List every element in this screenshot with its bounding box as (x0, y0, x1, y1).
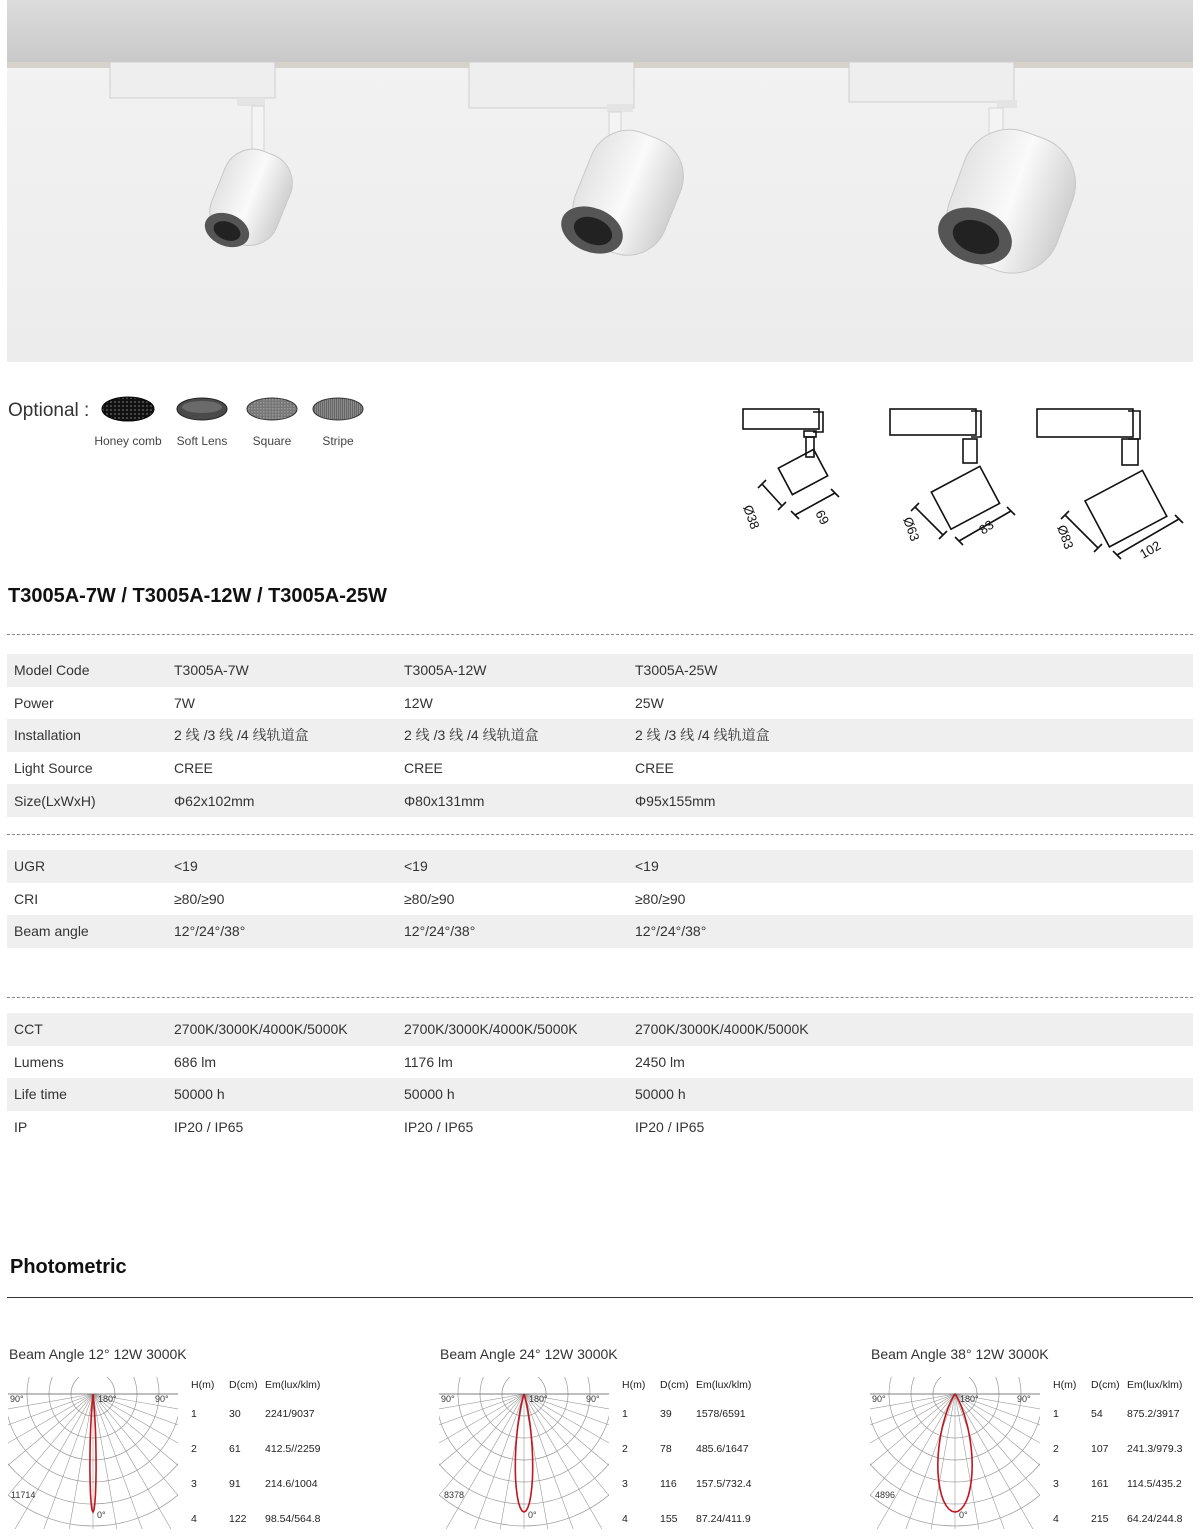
col-header-h: H(m) (1053, 1379, 1077, 1391)
accessory-label: Honey comb (94, 434, 162, 448)
spec-row (7, 687, 1193, 720)
section-divider (7, 997, 1193, 998)
polar-scale-label: 4896 (875, 1490, 896, 1500)
cell-em: 2241/9037 (265, 1407, 315, 1420)
spec-value: 2450 lm (635, 1053, 685, 1070)
spec-value: 50000 h (635, 1078, 1193, 1111)
table-row (191, 1396, 341, 1431)
cell-em: 485.6/1647 (696, 1442, 749, 1455)
spec-value: IP20 / IP65 (174, 1119, 244, 1136)
spec-row (7, 883, 1193, 916)
spec-label: Power (14, 694, 54, 711)
dimension-label: 69 (812, 507, 833, 528)
cell-d: 61 (229, 1442, 241, 1455)
polar-axis-label: 90° (155, 1394, 169, 1404)
spec-row (7, 850, 1193, 883)
photometric-table (191, 1374, 341, 1536)
spec-value: 12°/24°/38° (174, 915, 404, 948)
table-row (622, 1466, 772, 1501)
spec-value: 50000 h (174, 1078, 404, 1111)
accessory-label: Soft Lens (176, 434, 228, 448)
spec-label: CCT (7, 1013, 174, 1046)
photometric-table (622, 1374, 772, 1536)
cell-d: 30 (229, 1407, 241, 1420)
spec-label: CRI (14, 890, 39, 907)
spec-label: Model Code (7, 654, 174, 687)
polar-axis-label: 180° (529, 1394, 548, 1404)
track-light-large (849, 62, 1089, 287)
accessory-stripe (298, 396, 378, 448)
spec-value: CREE (174, 760, 213, 777)
spec-value: CREE (635, 760, 674, 777)
spec-label: Light Source (14, 760, 93, 777)
cell-h: 3 (622, 1477, 628, 1490)
cell-em: 98.54/564.8 (265, 1512, 321, 1525)
spec-table-general (7, 654, 1193, 817)
cell-h: 4 (1053, 1512, 1059, 1525)
spec-value: IP20 / IP65 (635, 1119, 705, 1136)
cell-em: 114.5/435.2 (1127, 1477, 1182, 1490)
spec-label: Lumens (14, 1053, 64, 1070)
photometric-block (438, 1344, 768, 1532)
cell-em: 214.6/1004 (265, 1477, 318, 1490)
polar-axis-label: 90° (1017, 1394, 1031, 1404)
cell-d: 39 (660, 1407, 672, 1420)
cell-h: 3 (191, 1477, 197, 1490)
spec-row (7, 752, 1193, 785)
spec-value: ≥80/≥90 (174, 890, 225, 907)
table-row (622, 1501, 772, 1536)
spec-row (7, 784, 1193, 817)
cell-em: 1578/6591 (696, 1407, 746, 1420)
polar-axis-label: 90° (586, 1394, 600, 1404)
spec-value: 2 线 /3 线 /4 线轨道盒 (174, 719, 404, 752)
spec-row (7, 654, 1193, 687)
spec-value: 12°/24°/38° (635, 915, 1193, 948)
dimension-label: Ø63 (900, 514, 923, 544)
cell-h: 2 (622, 1442, 628, 1455)
spec-label: Beam angle (7, 915, 174, 948)
polar-axis-label: 90° (441, 1394, 455, 1404)
table-row (191, 1431, 341, 1466)
photometric-table (1053, 1374, 1200, 1536)
dimension-drawings-svg (725, 395, 1195, 575)
accessory-label: Square (252, 434, 292, 448)
cell-em: 157.5/732.4 (696, 1477, 752, 1490)
spec-value: Φ62x102mm (174, 784, 404, 817)
dimension-drawings (725, 395, 1195, 580)
spec-row (7, 1111, 1193, 1144)
polar-axis-label: 90° (872, 1394, 886, 1404)
accessory-soft-lens (162, 396, 242, 448)
spec-value: 12W (404, 694, 433, 711)
dimension-label: Ø38 (740, 502, 763, 532)
optional-label: Optional : (8, 400, 90, 421)
polar-scale-label: 8378 (444, 1490, 465, 1500)
spec-label: IP (14, 1119, 28, 1136)
spec-value: CREE (404, 760, 443, 777)
spec-value: ≥80/≥90 (404, 890, 455, 907)
track-rail (7, 0, 1193, 62)
polar-grid (438, 1376, 610, 1530)
photometric-block-title: Beam Angle 12° 12W 3000K (9, 1346, 187, 1362)
photometric-title: Photometric (10, 1256, 127, 1278)
spec-value: 2700K/3000K/4000K/5000K (404, 1013, 635, 1046)
polar-axis-label: 0° (97, 1510, 106, 1520)
spec-value: T3005A-25W (635, 654, 1193, 687)
col-header-h: H(m) (191, 1379, 215, 1391)
col-header-d: D(cm) (229, 1379, 258, 1391)
spec-value: Φ80x131mm (404, 784, 635, 817)
dimension-label: 102 (1137, 537, 1164, 562)
table-row (1053, 1396, 1200, 1431)
section-divider (7, 834, 1193, 835)
accessory-honeycomb (88, 396, 168, 448)
spec-value: 25W (635, 694, 664, 711)
spec-value: 2700K/3000K/4000K/5000K (174, 1013, 404, 1046)
dimension-label: Ø83 (1054, 522, 1077, 552)
col-header-em: Em(lux/klm) (696, 1379, 752, 1391)
col-header-d: D(cm) (660, 1379, 689, 1391)
spec-value: 2700K/3000K/4000K/5000K (635, 1013, 1193, 1046)
spec-value: IP20 / IP65 (404, 1119, 474, 1136)
photometric-block (7, 1344, 337, 1532)
photometric-block-title: Beam Angle 24° 12W 3000K (440, 1346, 618, 1362)
cell-d: 116 (660, 1477, 677, 1490)
soft-lens-icon (175, 396, 229, 422)
spec-value: T3005A-12W (404, 654, 635, 687)
polar-diagram (869, 1376, 1041, 1530)
table-row (622, 1431, 772, 1466)
photometric-block-title: Beam Angle 38° 12W 3000K (871, 1346, 1049, 1362)
spec-value: <19 (174, 850, 404, 883)
polar-scale-label: 11714 (11, 1490, 36, 1500)
cell-em: 412.5//2259 (265, 1442, 321, 1455)
spec-row (7, 915, 1193, 948)
cell-d: 155 (660, 1512, 678, 1525)
cell-h: 4 (622, 1512, 628, 1525)
polar-diagram (7, 1376, 179, 1530)
spec-value: T3005A-7W (174, 654, 404, 687)
cell-d: 107 (1091, 1442, 1109, 1455)
cell-h: 1 (191, 1407, 197, 1420)
spec-label: Life time (7, 1078, 174, 1111)
product-hero-image (7, 0, 1193, 362)
cell-d: 54 (1091, 1407, 1103, 1420)
spec-row (7, 1046, 1193, 1079)
track-light-medium (469, 62, 696, 267)
section-divider (7, 634, 1193, 635)
spec-value: 7W (174, 694, 195, 711)
cell-em: 64.24/244.8 (1127, 1512, 1183, 1525)
stripe-lens-icon (311, 396, 365, 422)
col-header-d: D(cm) (1091, 1379, 1120, 1391)
table-row (191, 1466, 341, 1501)
spec-value: <19 (635, 850, 1193, 883)
col-header-em: Em(lux/klm) (265, 1379, 321, 1391)
polar-axis-label: 90° (10, 1394, 24, 1404)
cell-d: 78 (660, 1442, 672, 1455)
table-row (1053, 1431, 1200, 1466)
spec-value: 2 线 /3 线 /4 线轨道盒 (404, 719, 635, 752)
spec-value: 2 线 /3 线 /4 线轨道盒 (635, 719, 1193, 752)
spec-label: Size(LxWxH) (7, 784, 174, 817)
accessory-label: Stripe (322, 434, 354, 448)
spec-value: 686 lm (174, 1053, 217, 1070)
spec-value: 1176 lm (404, 1053, 453, 1070)
spec-value: 12°/24°/38° (404, 915, 635, 948)
cell-h: 3 (1053, 1477, 1059, 1490)
spec-value: <19 (404, 850, 635, 883)
polar-axis-label: 180° (960, 1394, 979, 1404)
spec-table-optics (7, 850, 1193, 948)
polar-axis-label: 0° (959, 1510, 968, 1520)
spec-row (7, 719, 1193, 752)
cell-d: 91 (229, 1477, 241, 1490)
spec-label: UGR (7, 850, 174, 883)
spec-value: ≥80/≥90 (635, 890, 686, 907)
cell-h: 4 (191, 1512, 197, 1525)
cell-h: 1 (622, 1407, 628, 1420)
square-lens-icon (245, 396, 299, 422)
track-light-small (110, 62, 301, 254)
cell-d: 122 (229, 1512, 247, 1525)
table-row (622, 1396, 772, 1431)
col-header-em: Em(lux/klm) (1127, 1379, 1183, 1391)
section-divider (7, 1297, 1193, 1298)
dimension-label: 83 (976, 516, 997, 538)
spec-label: Installation (7, 719, 174, 752)
cell-em: 87.24/411.9 (696, 1512, 751, 1525)
photometric-block (869, 1344, 1199, 1532)
table-row (191, 1501, 341, 1536)
track-lights-illustration (7, 0, 1193, 362)
spec-row (7, 1078, 1193, 1111)
cell-h: 2 (191, 1442, 197, 1455)
polar-diagram (438, 1376, 610, 1530)
cell-h: 1 (1053, 1407, 1059, 1420)
polar-grid (869, 1376, 1041, 1530)
table-row (1053, 1466, 1200, 1501)
model-title: T3005A-7W / T3005A-12W / T3005A-25W (8, 585, 388, 607)
cell-h: 2 (1053, 1442, 1059, 1455)
spec-table-performance (7, 1013, 1193, 1143)
cell-d: 161 (1091, 1477, 1109, 1490)
table-row (1053, 1501, 1200, 1536)
spec-value: 50000 h (404, 1078, 635, 1111)
polar-axis-label: 0° (528, 1510, 537, 1520)
cell-d: 215 (1091, 1512, 1109, 1525)
spec-value: Φ95x155mm (635, 784, 1193, 817)
cell-em: 241.3/979.3 (1127, 1442, 1183, 1455)
col-header-h: H(m) (622, 1379, 646, 1391)
honeycomb-lens-icon (101, 396, 155, 422)
cell-em: 875.2/3917 (1127, 1407, 1180, 1420)
polar-axis-label: 180° (98, 1394, 117, 1404)
spec-row (7, 1013, 1193, 1046)
